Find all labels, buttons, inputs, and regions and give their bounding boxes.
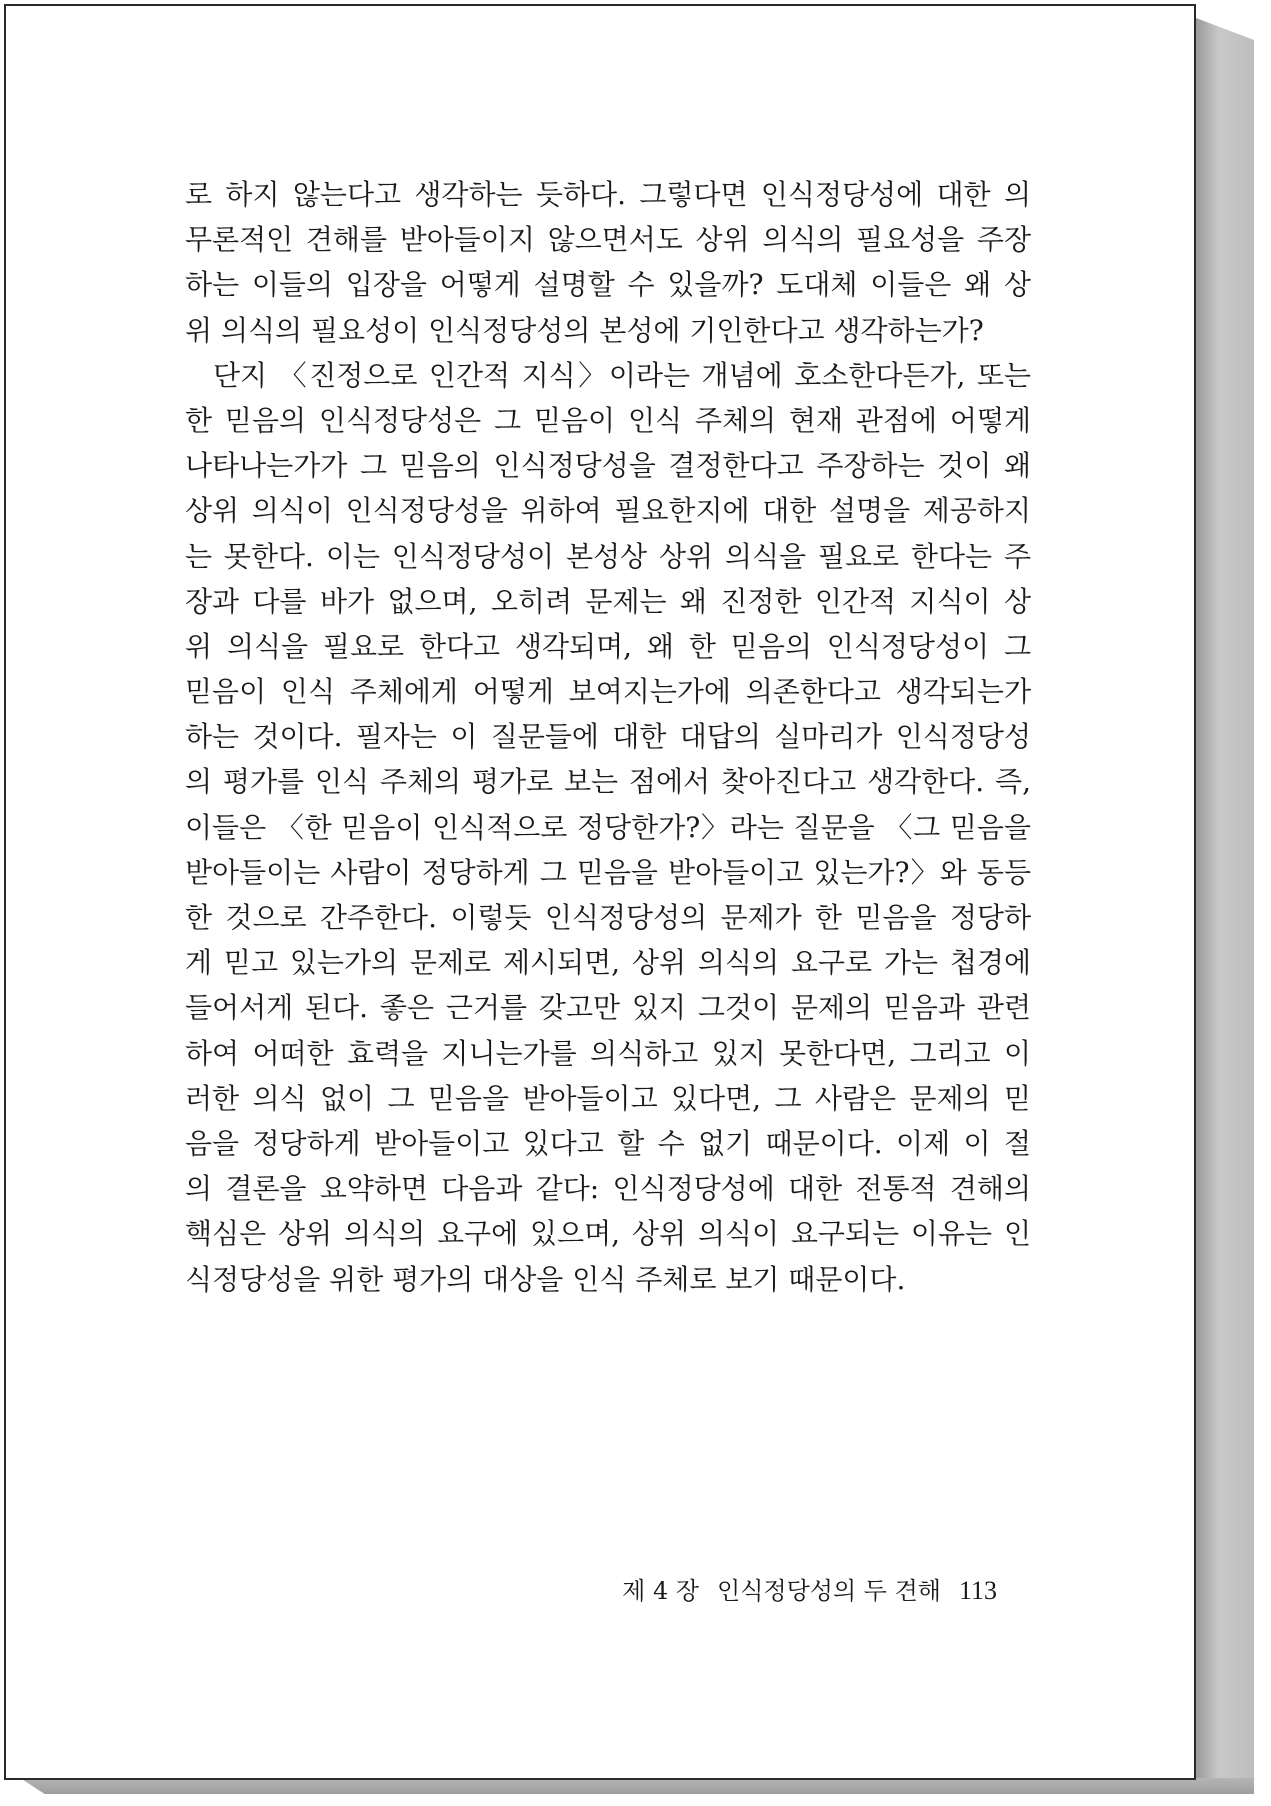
- book-page: [4, 4, 1196, 1780]
- text-line: 식정당성을 위한 평가의 대상을 인식 주체로 보기 때문이다.: [185, 1262, 906, 1296]
- text-line: 위 의식의 필요성이 인식정당성의 본성에 기인한다고 생각하는가?: [185, 313, 984, 347]
- text-line: 이들은 〈한 믿음이 인식적으로 정당한가?〉라는 질문을 〈그 믿음을: [185, 810, 1031, 844]
- text-line: 의 결론을 요약하면 다음과 같다: 인식정당성에 대한 전통적 견해의: [185, 1172, 1031, 1206]
- text-line: 위 의식을 필요로 한다고 생각되며, 왜 한 믿음의 인식정당성이 그: [185, 629, 1031, 663]
- text-line: 나타나는가가 그 믿음의 인식정당성을 결정한다고 주장하는 것이 왜: [185, 449, 1031, 483]
- chapter-title: 인식정당성의 두 견해: [717, 1577, 941, 1605]
- text-line: 믿음이 인식 주체에게 어떻게 보여지는가에 의존한다고 생각되는가: [185, 675, 1031, 709]
- book-edge: [1196, 18, 1254, 1794]
- text-line: 로 하지 않는다고 생각하는 듯하다. 그렇다면 인식정당성에 대한 의: [185, 178, 1031, 211]
- text-line: 한 것으로 간주한다. 이렇듯 인식정당성의 문제가 한 믿음을 정당하: [185, 901, 1031, 934]
- text-line: 핵심은 상위 의식의 요구에 있으며, 상위 의식이 요구되는 이유는 인: [185, 1217, 1031, 1251]
- text-line: 게 믿고 있는가의 문제로 제시되면, 상위 의식의 요구로 가는 첩경에: [185, 946, 1031, 980]
- text-line: 음을 정당하게 받아들이고 있다고 할 수 없기 때문이다. 이제 이 절: [185, 1126, 1031, 1160]
- text-line: 한 믿음의 인식정당성은 그 믿음이 인식 주체의 현재 관점에 어떻게: [185, 403, 1031, 437]
- body-text: [185, 172, 1031, 1302]
- book-bottom-edge: [20, 1778, 1254, 1794]
- text-line: 는 못한다. 이는 인식정당성이 본성상 상위 의식을 필요로 한다는 주: [185, 539, 1031, 573]
- page-number: 113: [958, 1576, 997, 1605]
- running-footer: [6, 1571, 997, 1606]
- text-line: 하는 것이다. 필자는 이 질문들에 대한 대답의 실마리가 인식정당성: [185, 720, 1031, 754]
- text-line: 장과 다를 바가 없으며, 오히려 문제는 왜 진정한 인간적 지식이 상: [185, 584, 1031, 618]
- text-line: 의 평가를 인식 주체의 평가로 보는 점에서 찾아진다고 생각한다. 즉,: [185, 765, 1031, 799]
- text-line: 상위 의식이 인식정당성을 위하여 필요한지에 대한 설명을 제공하지: [185, 494, 1031, 528]
- text-line: 하여 어떠한 효력을 지니는가를 의식하고 있지 못한다면, 그리고 이: [185, 1036, 1031, 1070]
- text-line: 받아들이는 사람이 정당하게 그 믿음을 받아들이고 있는가?〉와 동등: [185, 855, 1031, 889]
- text-line: 러한 의식 없이 그 믿음을 받아들이고 있다면, 그 사람은 문제의 믿: [185, 1081, 1031, 1115]
- text-line: 무론적인 견해를 받아들이지 않으면서도 상위 의식의 필요성을 주장: [185, 223, 1031, 257]
- text-line: 들어서게 된다. 좋은 근거를 갖고만 있지 그것이 문제의 믿음과 관련: [185, 991, 1031, 1025]
- text-line: 하는 이들의 입장을 어떻게 설명할 수 있을까? 도대체 이들은 왜 상: [185, 268, 1031, 302]
- paragraph-first-line: 단지 〈진정으로 인간적 지식〉이라는 개념에 호소한다든가, 또는: [213, 358, 1031, 392]
- chapter-label: 제 4 장: [622, 1577, 700, 1605]
